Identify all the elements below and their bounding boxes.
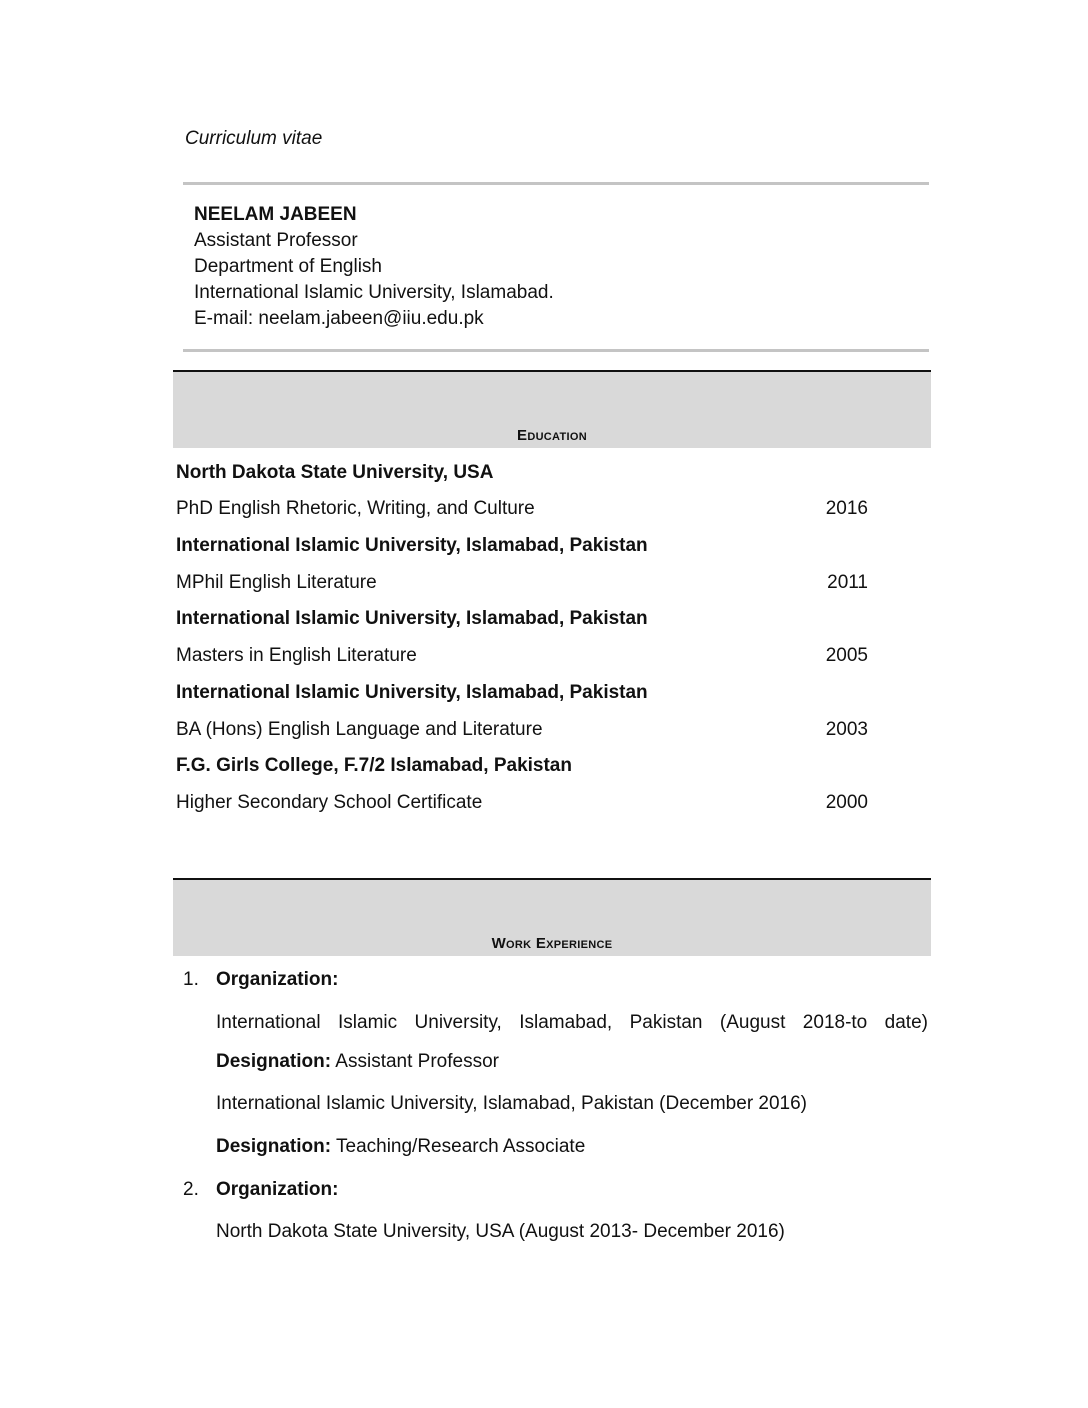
work-org-line: International Islamic University, Islamabad, Pakistan (August 2018-to date) (216, 1012, 928, 1033)
education-year: 2003 (825, 719, 868, 740)
person-university: International Islamic University, Islamabad. (194, 282, 554, 303)
contact-block (194, 202, 554, 332)
education-institution: F.G. Girls College, F.7/2 Islamabad, Pakistan (176, 755, 572, 776)
education-year: 2005 (825, 645, 868, 666)
education-degree: PhD English Rhetoric, Writing, and Culture (176, 498, 535, 519)
education-year: 2016 (825, 498, 868, 519)
work-item-number: 1. (183, 969, 199, 990)
work-org-label: Organization: (216, 969, 339, 990)
education-degree-row (176, 495, 868, 523)
education-degree-row (176, 642, 868, 670)
education-degree: MPhil English Literature (176, 572, 377, 593)
person-department: Department of English (194, 256, 382, 277)
work-designation (216, 1133, 585, 1161)
education-year: 2000 (825, 792, 868, 813)
work-item-number: 2. (183, 1179, 199, 1200)
designation-label: Designation: (216, 1136, 332, 1157)
education-degree: BA (Hons) English Language and Literature (176, 719, 543, 740)
education-degree-row (176, 569, 868, 597)
work-heading: Work Experience (491, 935, 613, 952)
work-org-line: International Islamic University, Islamabad, Pakistan (December 2016) (216, 1093, 808, 1114)
education-degree: Higher Secondary School Certificate (176, 792, 483, 813)
education-heading: Education (517, 427, 587, 444)
education-institution: North Dakota State University, USA (176, 462, 494, 483)
education-year: 2011 (827, 572, 868, 593)
education-degree-row (176, 789, 868, 817)
person-name: NEELAM JABEEN (194, 204, 357, 225)
contact-divider (183, 349, 929, 352)
education-degree: Masters in English Literature (176, 645, 417, 666)
top-divider (183, 182, 929, 185)
designation-value: Assistant Professor (335, 1051, 499, 1072)
document-title: Curriculum vitae (185, 128, 323, 149)
work-org-label: Organization: (216, 1179, 339, 1200)
education-institution: International Islamic University, Islamabad, Pakistan (176, 608, 648, 629)
work-org-line: North Dakota State University, USA (August 2013- December 2016) (216, 1221, 785, 1242)
education-institution: International Islamic University, Islamabad, Pakistan (176, 535, 648, 556)
person-position: Assistant Professor (194, 230, 358, 251)
designation-label: Designation: (216, 1051, 332, 1072)
designation-value: Teaching/Research Associate (336, 1136, 586, 1157)
education-degree-row (176, 716, 868, 744)
work-heading-band (173, 878, 931, 956)
work-designation (216, 1048, 499, 1076)
education-institution: International Islamic University, Islamabad, Pakistan (176, 682, 648, 703)
person-email: E-mail: neelam.jabeen@iiu.edu.pk (194, 308, 484, 329)
education-heading-band (173, 370, 931, 448)
